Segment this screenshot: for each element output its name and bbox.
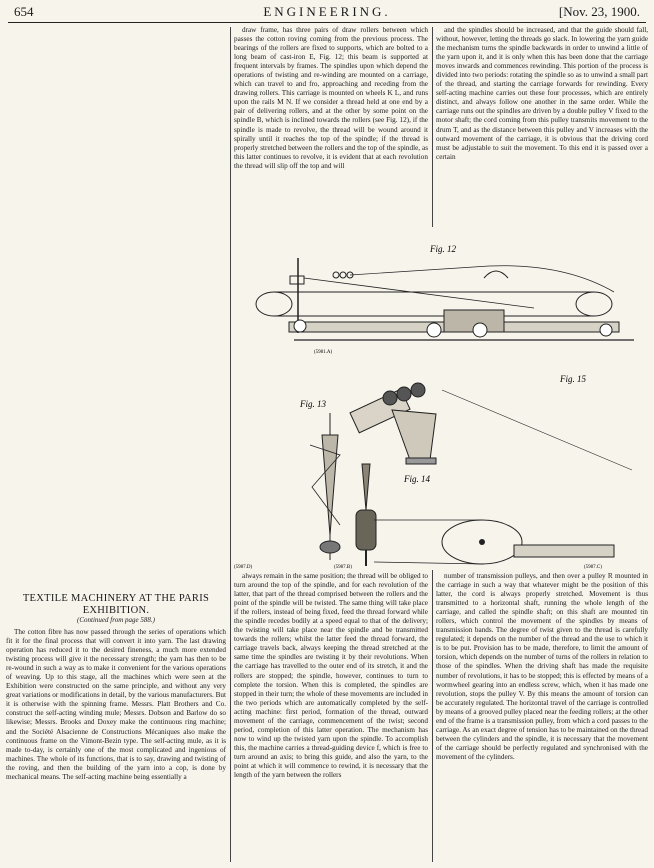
article-title: TEXTILE MACHINERY AT THE PARIS EXHIBITION. [22, 593, 210, 616]
paragraph: number of transmission pulleys, and then over a pulley R mounted in the carriage in such a way that whatever might be the position of this latter, the cord is always properly stretched. Movement is thus transmitted to a horizontal shaft, running the whole length of the carriage, and called the spindle shaft; on this shaft are mounted tin rollers, which control the movement of the spindles by means of transmission bands. The degree of twist given to the thread is carefully regulated; it depends on the number of the thread and the use to which it is to be put. Provision has to be made, therefore, to limit the amount of torsion, which depends on the number of turns of the rollers in relation to those of the spindles. When the driving shaft has made the requisite number of revolutions, it has to be stopped; this is effected by means of a wormwheel gearing into an endless screw, which, when it has made one revolution, stops the pulley V. By this means the amount of torsion can be accurately regulated. The horizontal travel of the carriage is controlled by means of a grooved pulley placed near the feeding rollers; at the other end of the frame is a transmission pulley, from which a cord passes to the carriage. As an exact degree of tension has to be maintained on the thread between the cylinders and the spindle, it is necessary that the movement of the carriage should be perfectly regulated and synchronised with the movement of the cylinders. [436, 572, 648, 761]
masthead-title: ENGINEERING. [263, 4, 391, 19]
column-bottom-middle [234, 572, 428, 864]
continued-note: (Continued from page 588.) [77, 616, 155, 624]
figure-13-id [234, 560, 274, 570]
figure-13-label: Fig. 13 [300, 399, 326, 409]
figure-14-label: Fig. 14 [404, 474, 430, 484]
figure-14-id-right: (5987.C) [584, 565, 602, 570]
figure-14-id-left: (5987.B) [334, 565, 352, 570]
column-top-middle [234, 26, 428, 234]
figure-14-spindle-drive [334, 460, 646, 572]
figure-13-id-text: (5987.D) [234, 565, 253, 570]
column-bottom-right [436, 572, 648, 864]
column-divider-left [230, 27, 231, 862]
paragraph: The cotton fibre has now passed through the series of operations which fit it for the final process that will convert it into yarn. The last drawing operation has reduced it to the desired fineness, a much more extended twisting process will give it the necessary strength; the yarn has then to be re-wound in such a way as to make it convenient for the various operations of weaving. Up to this stage, all the machines which were seen at the Exhibition were constructed on the same principle, and without any very great variations or modifications in detail, by the various manufacturers. But it is otherwise with the spinning frame. Messrs. Platt Brothers and Co. construct the self-acting winding mule; Messrs. Dobson and Barlow do so likewise; Messrs. Brooks and Doxey make the continuous ring machine; and the Société Alsacienne de Constructions Mécaniques also make the continuous frame on the Vimont-Bezin type. The self-acting mule, as it is made to-day, is certainly one of the most complicated and ingenious of machines. The whole of its functions, that is to say, drawing and twisting of the roving, and then the building of the yarn into a cop, is done by mechanical means. The self-acting machine being essentially a [6, 628, 226, 781]
figure-12-label: Fig. 12 [430, 244, 456, 254]
page-number: 654 [14, 4, 34, 19]
issue-date: [Nov. 23, 1900. [558, 4, 640, 19]
column-top-right [436, 26, 648, 234]
header-rule [8, 22, 646, 23]
column-divider-right-bottom [432, 570, 433, 862]
figure-15-label: Fig. 15 [560, 374, 586, 384]
column-divider-right-top [432, 27, 433, 227]
paragraph: and the spindles should be increased, and that the guide should fall, without, however, letting the threads go slack. In lowering the yarn guide the mechanism turns the spindle backwards in order to unwind a little of the yarn upon it, and it is only when this has been done that the carriage moves inwards and commences rewinding. This portion of the process is divided into two periods: rotating the spindle so as to unwind a small part of the thread, and starting the carriage forwards for rewinding. Every self-acting machine carries out these four processes, which are entirely distinct, and always follow one another in the same order. While the carriage runs out the spindles are driven by a double pulley V fixed to the motor shaft; the cord coming from this pulley transmits movement to the drum T, and as the distance between this pulley and V increases with the outward movement of the carriage, it is obvious that the driving cord must be adjustable to suit the movement. To this end it is passed over a certain [436, 26, 648, 161]
page-header [8, 4, 646, 22]
column-bottom-left [6, 628, 226, 864]
paragraph: draw frame, has three pairs of draw rollers between which passes the cotton roving coming from the previous process. The bearings of the rollers are fixed to supports, which are bolted to a long beam of cast-iron E, Fig. 12; this beam is supported at frequent intervals by frames. The spindles upon which depend the operations of twisting and re-winding are mounted on a carriage, which can travel to and fro, approaching and receding from the drawing rollers. This carriage is mounted on wheels K L, and runs upon the rails M N. If we consider a thread held at one end by a pair of delivering rollers, and at the other by some point on the spindle B, which is inclined towards the rollers (see Fig. 12), if the spindle is made to revolve, the thread will be wound around it spirally until it reaches the top of the spindle; if the thread is properly stretched between the rollers and the top of the spindle, as this latter continues to revolve, it is evident that at each revolution the thread will slip off the top and will [234, 26, 428, 170]
figure-12-mule-diagram [234, 238, 648, 368]
paragraph: always remain in the same position; the thread will be obliged to turn around the top of the spindle, and for each revolution of the latter, that part of the thread comprised between the rollers and the point of the spindle will be twisted. The same thing will take place if the rollers, instead of being fixed, feed the thread forward while the spindle recedes bodily at a speed equal to that of the delivery; the twisting will take place near the spindle and be transmitted towards the rollers; whilst the latter feed the thread forward, the carriage travels back, always keeping the thread stretched at the same time the spindles are twisting it by their revolutions. When the carriage has travelled to the outer end of its stretch, it and the rollers are stopped; the spindle, however, continues to turn to complete the torsion. When this is completed, the spindles are stopped in their turn; the whole of these movements are included in the two periods which are automatically completed by the self-acting machine: first period, formation of the thread, outward movement of the carriage, commencement of the twist; second period, completion of this latter operation. The mechanism has now to wind up the twisted yarn upon the spindle. To accomplish this, the machine carries a thread-guiding device f, which is free to turn around an axis; to bring this guide, and also the yarn, to the point at which it will commence to rewind, it is necessary that the length of the yarn between the rollers [234, 572, 428, 780]
figure-12-id: (5981.A) [314, 350, 333, 355]
